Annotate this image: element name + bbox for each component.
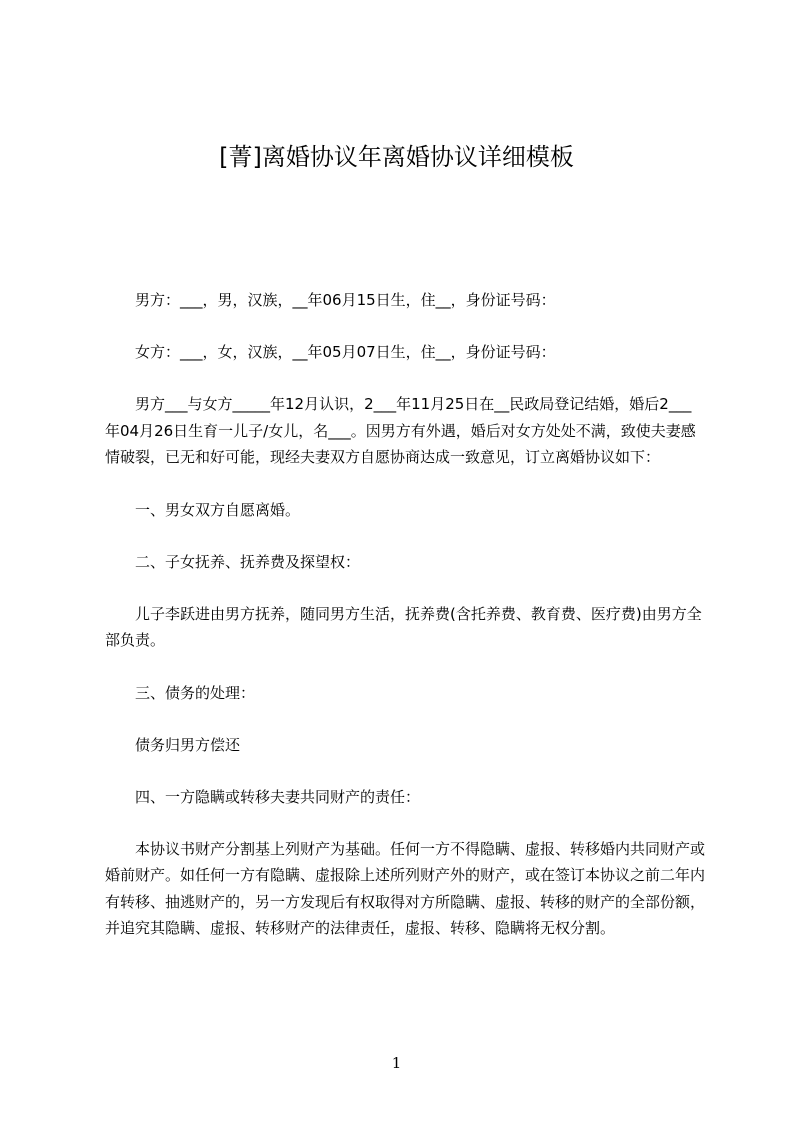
document-title: [菁]离婚协议年离婚协议详细模板 — [219, 143, 574, 171]
page-number: 1 — [391, 1054, 402, 1072]
document-body — [105, 287, 705, 968]
paragraph-clause-3-heading: 三、债务的处理： — [135, 683, 256, 702]
paragraph-female-party: 女方：___，女，汉族，__年05月07日生，住__，身份证号码： — [135, 343, 556, 361]
paragraph-background: 男方___与女方_____年12月认识，2___年11月25日在__民政局登记结婚，婚后2___年04月26日生育一儿子/女儿，名___。因男方有外遇，婚后对女方处处不满，致使夫妻感情破裂，已无和好可能，现经夫妻双方自愿协商达成一致意见，订立离婚协议如下： — [105, 395, 696, 466]
paragraph-clause-2-heading: 二、子女抚养、抚养费及探望权： — [135, 552, 361, 571]
paragraph-debt: 债务归男方偿还 — [135, 735, 241, 754]
paragraph-property-responsibility: 本协议书财产分割基上列财产为基础。任何一方不得隐瞒、虚报、转移婚内共同财产或婚前财产。如任何一方有隐瞒、虚报除上述所列财产外的财产，或在签订本协议之前二年内有转移、抽逃财产的，另一方发现后有权取得对方所隐瞒、虚报、转移的财产的全部份额，并追究其隐瞒、虚报、转移财产的法律责任，虚报、转移、隐瞒将无权分割。 — [105, 839, 706, 937]
paragraph-clause-4-heading: 四、一方隐瞒或转移夫妻共同财产的责任： — [135, 787, 421, 806]
paragraph-male-party: 男方：___，男，汉族，__年06月15日生，住__，身份证号码： — [135, 291, 556, 309]
paragraph-clause-1: 一、男女双方自愿离婚。 — [135, 500, 301, 519]
paragraph-child-custody: 儿子李跃进由男方抚养，随同男方生活，抚养费(含托养费、教育费、医疗费)由男方全部负责。 — [105, 604, 702, 649]
